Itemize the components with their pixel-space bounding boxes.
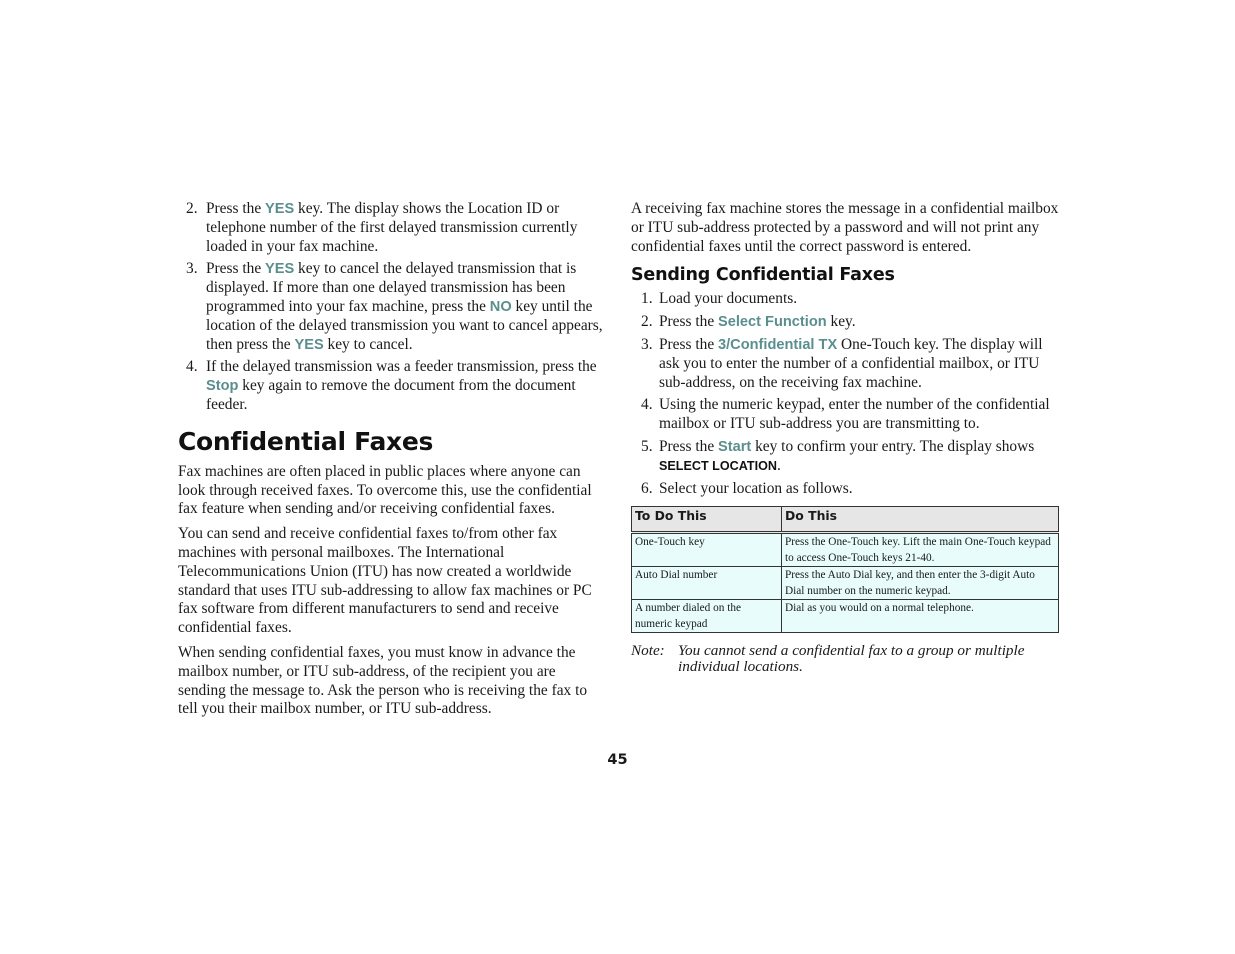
subsection-heading: Sending Confidential Faxes <box>631 265 895 286</box>
step-number: 2. <box>641 313 653 331</box>
table-row <box>632 567 1059 600</box>
display-message: SELECT LOCATION <box>659 458 778 473</box>
note-text: You cannot send a confidential fax to a group or multiple individual locations. <box>678 642 1025 676</box>
step-number: 3. <box>186 260 198 278</box>
section-heading: Confidential Faxes <box>178 426 434 456</box>
table-cell: Press the One-Touch key. Lift the main One-Touch keypad to access One-Touch keys 21-40. <box>782 533 1059 567</box>
note <box>631 643 1059 675</box>
key-name: NO <box>489 298 512 315</box>
table-cell: Dial as you would on a normal telephone. <box>782 600 1059 633</box>
list-item: 1. Load your documents. <box>641 290 798 308</box>
list-item: 4. Using the numeric keypad, enter the number of the confidential mailbox or ITU sub-address you are transmitting to. <box>641 396 1050 433</box>
list-item: 2. Press the YES key. The display shows the Location ID or telephone number of the first delayed transmission currently loaded in your fax machine. <box>186 200 578 255</box>
list-item: 3. Press the 3/Confidential TX One-Touch key. The display will ask you to enter the number of a confidential mailbox, or ITU sub-address, on the receiving fax machine. <box>641 335 1043 391</box>
intro-paragraph: A receiving fax machine stores the message in a confidential mailbox or ITU sub-address protected by a password and will not print any confidential faxes until the correct password is entered. <box>631 200 1059 255</box>
right-column <box>631 200 1059 675</box>
paragraph: You can send and receive confidential faxes to/from other fax machines with personal mailboxes. The International Telecommunications Union (ITU) has now created a worldwide standard that uses ITU sub-addressing to allow fax machines or PC fax software from different manufacturers to send and receive confidential faxes. <box>178 525 592 637</box>
step-number: 4. <box>186 358 198 376</box>
left-column <box>178 200 604 725</box>
cancel-steps-list <box>178 200 604 415</box>
note-label: Note: <box>631 642 665 660</box>
table-header-row <box>632 507 1059 533</box>
key-name: YES <box>265 261 295 278</box>
key-name: Select Function <box>718 314 827 331</box>
table-cell: Auto Dial number <box>632 567 782 600</box>
table-cell: One-Touch key <box>632 533 782 567</box>
key-name: 3/Confidential TX <box>718 336 838 353</box>
sending-steps-list <box>631 290 1059 498</box>
table-row <box>632 600 1059 633</box>
column-header: Do This <box>782 507 1059 533</box>
paragraph: Fax machines are often placed in public places where anyone can look through received faxes. To overcome this, use the confidential fax feature when sending and/or receiving confidential faxes. <box>178 462 592 518</box>
paragraph: When sending confidential faxes, you must know in advance the mailbox number, or ITU sub-address, of the recipient you are sending the message to. Ask the person who is receiving the fax to tell you their mailbox number, or ITU sub-address. <box>178 643 588 718</box>
step-number: 5. <box>641 437 653 455</box>
list-item: 6. Select your location as follows. <box>641 479 853 497</box>
table-row <box>632 533 1059 567</box>
step-number: 3. <box>641 335 653 353</box>
step-number: 6. <box>641 479 653 497</box>
list-item: 5. Press the Start key to confirm your entry. The display shows SELECT LOCATION. <box>641 437 1035 474</box>
key-name: Stop <box>206 378 239 395</box>
key-name: YES <box>265 201 295 217</box>
table-cell: Press the Auto Dial key, and then enter the 3-digit Auto Dial number on the numeric keypad. <box>782 567 1059 600</box>
key-name: Start <box>718 438 752 455</box>
step-number: 4. <box>641 396 653 414</box>
key-name: YES <box>294 336 324 353</box>
step-number: 2. <box>186 200 198 217</box>
location-table <box>631 506 1059 633</box>
list-item: 3. Press the YES key to cancel the delayed transmission that is displayed. If more than one delayed transmission has been programmed into your fax machine, press the NO key until the location of the delayed transmission you want to cancel appears, then press the YES key to cancel. <box>186 260 603 353</box>
page-number: 45 <box>607 752 628 768</box>
list-item: 4. If the delayed transmission was a feeder transmission, press the Stop key again to remove the document from the document feeder. <box>186 358 597 413</box>
table-cell: A number dialed on the numeric keypad <box>632 600 782 633</box>
step-number: 1. <box>641 290 653 308</box>
list-item: 2. Press the Select Function key. <box>641 313 856 331</box>
column-header: To Do This <box>632 507 782 533</box>
